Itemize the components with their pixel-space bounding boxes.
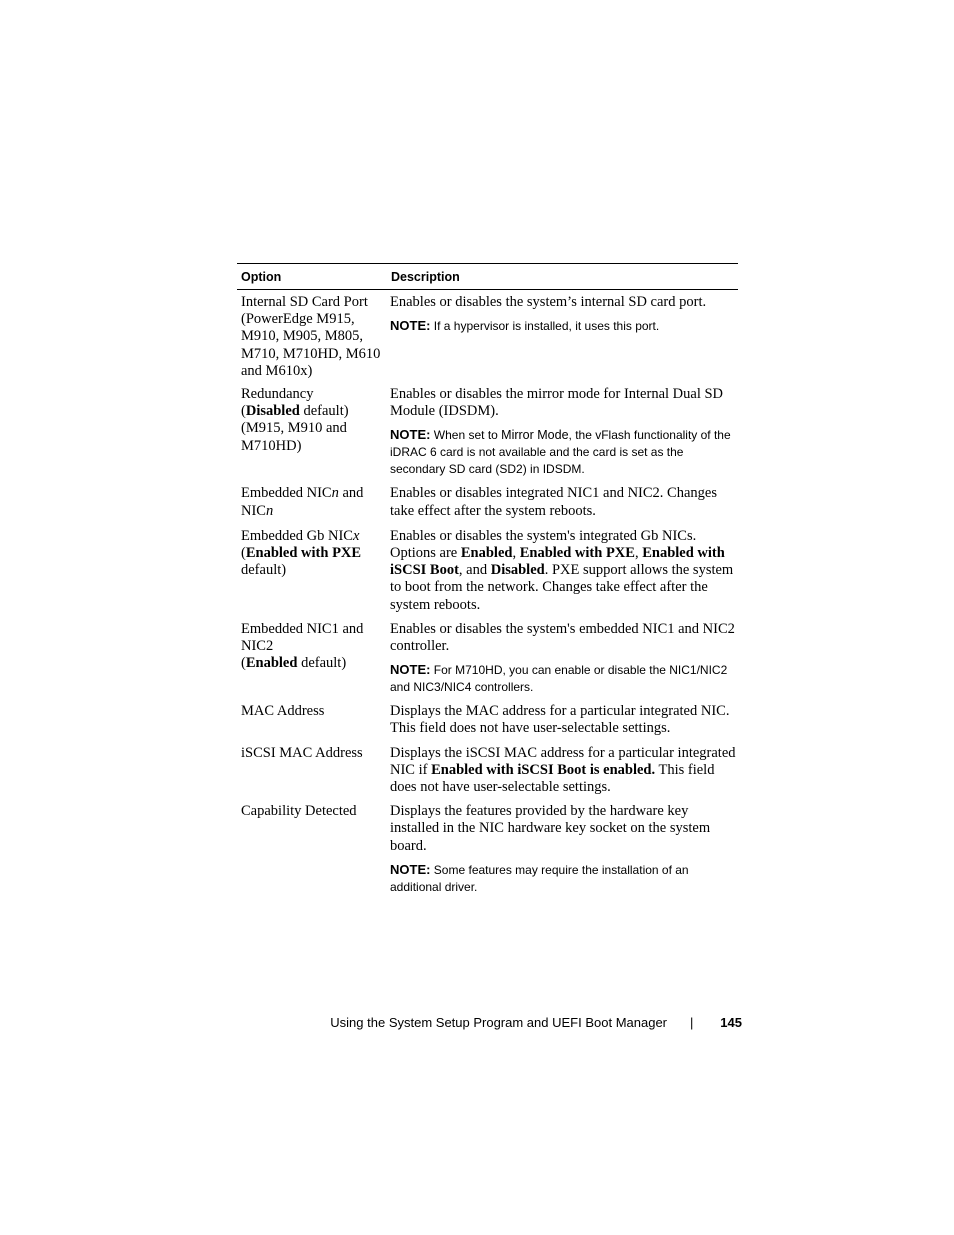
mirror-mode-label: Mirror Mode xyxy=(501,428,569,443)
description-cell: Displays the features provided by the hardware key installed in the NIC hardware key socket on the system board. NOTE: Some features may require the installation of an additional driver. xyxy=(386,803,738,896)
footer-title: Using the System Setup Program and UEFI Boot Manager xyxy=(330,1015,667,1030)
table-row xyxy=(237,294,738,380)
option-cell: Embedded NICn and NICn xyxy=(241,485,364,519)
description-cell: Enables or disables the system's integrated Gb NICs. Options are Enabled, Enabled with PXE, Enabled with iSCSI Boot, and Disabled. PXE support allows the system to boot from the network. Changes take effect after the system reboots. xyxy=(390,527,734,613)
note: NOTE: Some features may require the installation of an additional driver. xyxy=(390,861,689,894)
footer-separator: | xyxy=(690,1015,694,1030)
description-cell: Enables or disables integrated NIC1 and NIC2. Changes take effect after the system reboots. xyxy=(390,485,717,519)
table-row xyxy=(237,745,738,797)
options-table xyxy=(237,263,738,896)
description-cell: Enables or disables the system's embedded NIC1 and NIC2 controller. NOTE: For M710HD, you can enable or disable the NIC1/NIC2 and NIC3/NIC4 controllers. xyxy=(386,621,738,696)
description-cell: Displays the iSCSI MAC address for a particular integrated NIC if Enabled with iSCSI Boot is enabled. This field does not have user-selectable settings. xyxy=(390,744,736,796)
option-cell: Capability Detected xyxy=(241,803,357,820)
description-cell: Displays the MAC address for a particular integrated NIC. This field does not have user-selectable settings. xyxy=(390,703,730,737)
option-cell: MAC Address xyxy=(241,703,325,720)
note: NOTE: When set to Mirror Mode, the vFlash functionality of the iDRAC 6 card is not available and the card is set as the secondary SD card (SD2) in IDSDM. xyxy=(390,427,731,477)
option-cell: Internal SD Card Port (PowerEdge M915, M910, M905, M805, M710, M710HD, M610 and M610x) xyxy=(241,294,381,379)
note-label: NOTE: xyxy=(390,662,431,678)
option-cell: Embedded Gb NICx (Enabled with PXE default) xyxy=(241,527,362,579)
header-option: Option xyxy=(241,269,282,284)
note: NOTE: If a hypervisor is installed, it uses this port. xyxy=(390,318,660,334)
description-cell: Enables or disables the system’s internal SD card port. NOTE: If a hypervisor is installed, it uses this port. xyxy=(386,294,738,380)
note: NOTE: For M710HD, you can enable or disable the NIC1/NIC2 and NIC3/NIC4 controllers. xyxy=(390,662,728,695)
option-cell: Embedded NIC1 and NIC2 (Enabled default) xyxy=(241,620,364,672)
header-description: Description xyxy=(391,269,460,284)
option-cell: iSCSI MAC Address xyxy=(241,744,363,761)
table-row xyxy=(237,485,738,519)
table-row xyxy=(237,703,738,737)
table-row xyxy=(237,528,738,614)
note-label: NOTE: xyxy=(390,861,431,877)
table-row xyxy=(237,621,738,696)
table-header xyxy=(237,263,738,290)
note-label: NOTE: xyxy=(390,427,431,443)
table-row xyxy=(237,803,738,896)
page-footer xyxy=(300,1015,742,1035)
table-row xyxy=(237,386,738,478)
option-cell: Redundancy (Disabled default) (M915, M910 and M710HD) xyxy=(241,386,349,454)
note-label: NOTE: xyxy=(390,318,431,334)
description-cell: Enables or disables the mirror mode for Internal Dual SD Module (IDSDM). NOTE: When set to Mirror Mode, the vFlash functionality of the iDRAC 6 card is not available and the card is set as the secondary SD card (SD2) in IDSDM. xyxy=(386,386,738,478)
page-number: 145 xyxy=(720,1015,742,1030)
